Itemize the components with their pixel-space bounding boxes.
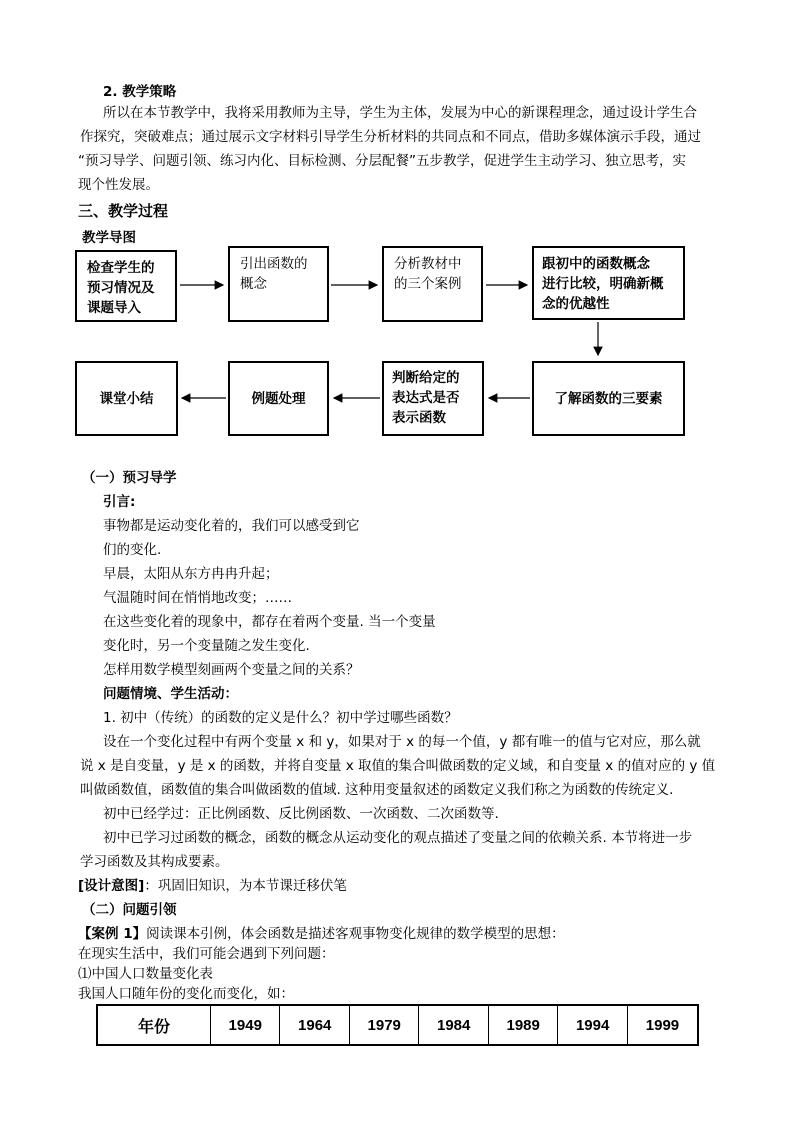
concept-line-2: 学习函数及其构成要素。: [80, 854, 229, 870]
case-1-label: 【案例 1】: [78, 926, 147, 942]
intro-line-7: 怎样用数学模型刻画两个变量之间的关系？: [103, 662, 360, 678]
case-1-text: 阅读课本引例，体会函数是描述客观事物变化规律的数学模型的思想：: [146, 926, 565, 942]
flow-box-analyze-cases: 分析教材中 的三个案例: [382, 246, 483, 322]
intro-line-5: 在这些变化着的现象中，都存在着两个变量. 当一个变量: [103, 614, 436, 630]
case-1: [78, 922, 565, 942]
flowchart-arrows: [0, 0, 794, 460]
definition-line-2: 说 x 是自变量，y 是 x 的函数，并将自变量 x 取值的集合叫做函数的定义域，和自变量 x 的值对应的 y 值: [80, 758, 716, 774]
table-header-year: 年份: [97, 1005, 211, 1045]
section2-line-4: 我国人口随年份的变化而变化，如：: [78, 986, 294, 1002]
flow-box-three-elements: 了解函数的三要素: [532, 361, 685, 436]
strategy-line-2: 作探究，突破难点；通过展示文字材料引导学生分析材料的共同点和不同点，借助多媒体演示手段，通过: [80, 129, 701, 145]
strategy-line-4: 现个性发展。: [78, 177, 159, 193]
strategy-line-1: 所以在本节教学中，我将采用教师为主导，学生为主体，发展为中心的新课程理念，通过设计学生合: [103, 105, 697, 121]
section1-heading: （一）预习导学: [82, 470, 177, 486]
design-intent: [78, 874, 347, 894]
intro-line-3: 早晨，太阳从东方冉冉升起；: [103, 566, 279, 582]
flow-box-introduce-concept: 引出函数的 概念: [228, 246, 329, 322]
process-heading: 三、教学过程: [78, 202, 169, 220]
question-1: 1. 初中（传统）的函数的定义是什么？初中学过哪些函数？: [103, 710, 458, 726]
table-cell-year: 1994: [558, 1005, 627, 1045]
flow-box-summary: 课堂小结: [75, 361, 178, 436]
table-cell-year: 1984: [419, 1005, 488, 1045]
flow-box-compare-concepts: 跟初中的函数概念 进行比较，明确新概 念的优越性: [532, 246, 685, 320]
intro-line-6: 变化时，另一个变量随之发生变化.: [103, 638, 310, 654]
intro-label: 引言:: [103, 494, 136, 510]
table-cell-year: 1949: [211, 1005, 280, 1045]
design-intent-label: [设计意图]: [78, 878, 145, 894]
map-title: 教学导图: [82, 230, 136, 246]
table-cell-year: 1964: [280, 1005, 349, 1045]
table-row: [97, 1005, 698, 1045]
design-intent-text: ：巩固旧知识，为本节课迁移伏笔: [144, 878, 347, 894]
concept-line-1: 初中已学习过函数的概念，函数的概念从运动变化的观点描述了变量之间的依赖关系. 本节将进一步: [103, 830, 693, 846]
activity-label: 问题情境、学生活动：: [103, 686, 238, 702]
flow-box-judge-expression: 判断给定的 表达式是否 表示函数: [382, 361, 484, 436]
learned-functions: 初中已经学过：正比例函数、反比例函数、一次函数、二次函数等.: [103, 806, 499, 822]
intro-line-2: 们的变化.: [103, 542, 162, 558]
section2-line-3: ⑴中国人口数量变化表: [78, 966, 213, 982]
flow-box-examples: 例题处理: [228, 361, 329, 436]
section2-line-2: 在现实生活中，我们可能会遇到下列问题：: [78, 946, 335, 962]
table-cell-year: 1999: [627, 1005, 698, 1045]
table-cell-year: 1979: [349, 1005, 418, 1045]
table-cell-year: 1989: [488, 1005, 557, 1045]
population-year-table: [96, 1004, 699, 1046]
strategy-heading: 2. 教学策略: [103, 84, 177, 100]
definition-line-1: 设在一个变化过程中有两个变量 x 和 y，如果对于 x 的每一个值，y 都有唯一的值与它对应，那么就: [103, 734, 701, 750]
strategy-line-3: “预习导学、问题引领、练习内化、目标检测、分层配餐”五步教学，促进学生主动学习、独立思考，实: [78, 153, 686, 169]
flow-box-check-preview: 检查学生的 预习情况及 课题导入: [75, 250, 177, 322]
intro-line-4: 气温随时间在悄悄地改变；……: [103, 590, 292, 606]
definition-line-3: 叫做函数值，函数值的集合叫做函数的值域. 这种用变量叙述的函数定义我们称之为函数的传统定义.: [80, 782, 674, 798]
intro-line-1: 事物都是运动变化着的，我们可以感受到它: [103, 518, 360, 534]
section2-heading: （二）问题引领: [82, 902, 177, 918]
